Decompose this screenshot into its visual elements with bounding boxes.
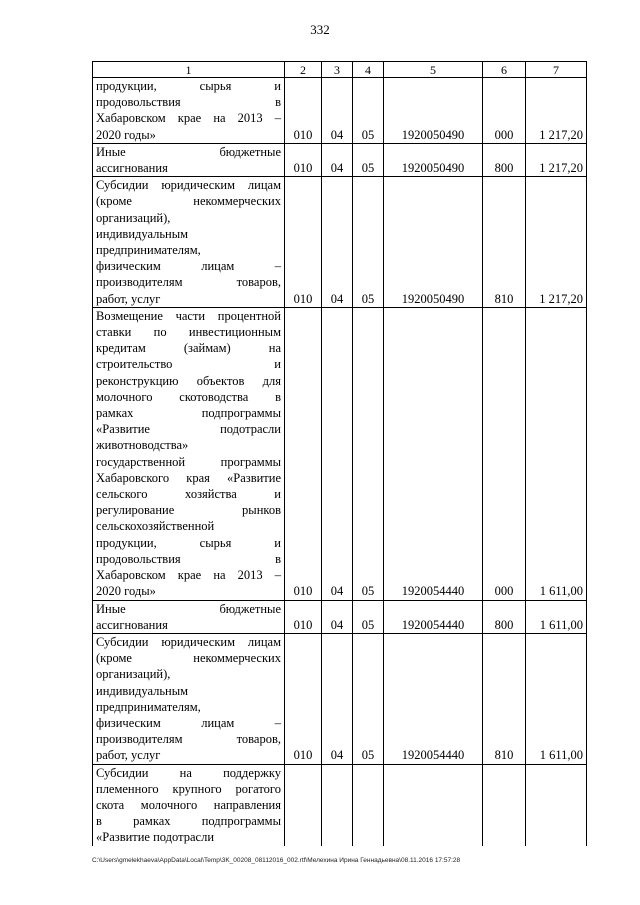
section-code-cell: 04	[322, 78, 353, 144]
target-article-cell: 1920054440	[384, 633, 483, 764]
description-line: племенного крупного рогатого	[96, 781, 281, 796]
subsection-code-cell: 05	[353, 600, 384, 633]
expense-type-cell	[483, 764, 526, 846]
subsection-code-cell: 05	[353, 177, 384, 308]
table-row	[93, 143, 587, 176]
description-line: предпринимателям,	[96, 699, 201, 714]
table-row	[93, 764, 587, 846]
description-line: регулирование рынков	[96, 503, 281, 518]
row-description	[93, 78, 285, 144]
description-line: продукции, сырья и	[96, 535, 281, 550]
description-line: Возмещение части процентной	[96, 308, 281, 323]
column-header: 4	[353, 62, 384, 78]
ministry-code-cell: 010	[285, 177, 322, 308]
description-line: Субсидии юридическим лицам	[96, 178, 281, 193]
description-line: Хабаровском крае на 2013 –	[96, 568, 281, 583]
description-line: организаций),	[96, 667, 171, 682]
row-description	[93, 633, 285, 764]
target-article-cell: 1920050490	[384, 177, 483, 308]
table-row	[93, 600, 587, 633]
description-line: кредитам (займам) на	[96, 341, 281, 356]
column-header: 2	[285, 62, 322, 78]
table-row	[93, 78, 587, 144]
expense-type-cell: 000	[483, 307, 526, 600]
expense-type-cell: 000	[483, 78, 526, 144]
row-description	[93, 600, 285, 633]
amount-cell: 1 611,00	[526, 307, 587, 600]
section-code-cell: 04	[322, 307, 353, 600]
description-line: молочного скотоводства в	[96, 389, 281, 404]
ministry-code-cell: 010	[285, 78, 322, 144]
amount-cell: 1 217,20	[526, 177, 587, 308]
column-header: 7	[526, 62, 587, 78]
section-code-cell	[322, 764, 353, 846]
ministry-code-cell: 010	[285, 600, 322, 633]
target-article-cell: 1920050490	[384, 143, 483, 176]
description-line: «Развитие подотрасли	[96, 830, 215, 845]
target-article-cell: 1920054440	[384, 307, 483, 600]
table-row	[93, 307, 587, 600]
row-description	[93, 177, 285, 308]
description-line: Хабаровском крае на 2013 –	[96, 111, 281, 126]
description-line: работ, услуг	[96, 748, 161, 763]
header-row	[93, 62, 587, 78]
amount-cell: 1 217,20	[526, 143, 587, 176]
description-line: рамках подпрограммы	[96, 406, 281, 421]
subsection-code-cell: 05	[353, 307, 384, 600]
row-description	[93, 143, 285, 176]
expense-type-cell: 800	[483, 600, 526, 633]
section-code-cell: 04	[322, 177, 353, 308]
amount-cell: 1 217,20	[526, 78, 587, 144]
table-row	[93, 177, 587, 308]
subsection-code-cell	[353, 764, 384, 846]
description-line: в рамках подпрограммы	[96, 814, 281, 829]
subsection-code-cell: 05	[353, 78, 384, 144]
description-line: ассигнования	[96, 161, 168, 176]
amount-cell: 1 611,00	[526, 600, 587, 633]
amount-cell	[526, 764, 587, 846]
column-header: 1	[93, 62, 285, 78]
description-line: работ, услуг	[96, 291, 161, 306]
section-code-cell: 04	[322, 633, 353, 764]
description-line: индивидуальным	[96, 683, 189, 698]
description-line: ставки по инвестиционным	[96, 325, 281, 340]
description-line: производителям товаров,	[96, 732, 281, 747]
amount-cell: 1 611,00	[526, 633, 587, 764]
description-line: организаций),	[96, 210, 171, 225]
subsection-code-cell: 05	[353, 143, 384, 176]
target-article-cell: 1920050490	[384, 78, 483, 144]
description-line: скота молочного направления	[96, 797, 281, 812]
description-line: Иные бюджетные	[96, 144, 281, 159]
description-line: государственной программы	[96, 454, 281, 469]
description-line: (кроме некоммерческих	[96, 194, 281, 209]
description-line: 2020 годы»	[96, 127, 156, 142]
description-line: ассигнования	[96, 617, 168, 632]
expense-type-cell: 800	[483, 143, 526, 176]
description-line: Иные бюджетные	[96, 601, 281, 616]
description-line: животноводства»	[96, 438, 189, 453]
section-code-cell: 04	[322, 143, 353, 176]
description-line: «Развитие подотрасли	[96, 422, 281, 437]
column-header: 5	[384, 62, 483, 78]
table-row	[93, 633, 587, 764]
description-line: сельского хозяйства и	[96, 487, 281, 502]
description-line: производителям товаров,	[96, 275, 281, 290]
description-line: Субсидии юридическим лицам	[96, 634, 281, 649]
description-line: реконструкцию объектов для	[96, 373, 281, 388]
ministry-code-cell: 010	[285, 633, 322, 764]
description-line: предпринимателям,	[96, 243, 201, 258]
column-header: 6	[483, 62, 526, 78]
row-description	[93, 764, 285, 846]
description-line: строительство и	[96, 357, 281, 372]
subsection-code-cell: 05	[353, 633, 384, 764]
column-header: 3	[322, 62, 353, 78]
ministry-code-cell	[285, 764, 322, 846]
description-line: сельскохозяйственной	[96, 519, 215, 534]
target-article-cell	[384, 764, 483, 846]
description-line: 2020 годы»	[96, 584, 156, 599]
file-path-footer: C:\Users\gmelekhaeva\AppData\Local\Temp\3K_00208_08112016_002.rtf\Мелехина Ирина Геннадьевна\08.11.2016 17:57:28	[92, 857, 461, 864]
expense-type-cell: 810	[483, 177, 526, 308]
description-line: продовольствия в	[96, 95, 281, 110]
description-line: продовольствия в	[96, 551, 281, 566]
description-line: физическим лицам –	[96, 715, 281, 730]
ministry-code-cell: 010	[285, 143, 322, 176]
description-line: Хабаровского края «Развитие	[96, 470, 281, 485]
section-code-cell: 04	[322, 600, 353, 633]
budget-table	[92, 61, 587, 846]
description-line: индивидуальным	[96, 226, 189, 241]
page-number: 332	[310, 22, 330, 37]
target-article-cell: 1920054440	[384, 600, 483, 633]
description-line: физическим лицам –	[96, 259, 281, 274]
ministry-code-cell: 010	[285, 307, 322, 600]
row-description	[93, 307, 285, 600]
expense-type-cell: 810	[483, 633, 526, 764]
description-line: продукции, сырья и	[96, 79, 281, 93]
description-line: (кроме некоммерческих	[96, 651, 281, 666]
description-line: Субсидии на поддержку	[96, 765, 281, 780]
